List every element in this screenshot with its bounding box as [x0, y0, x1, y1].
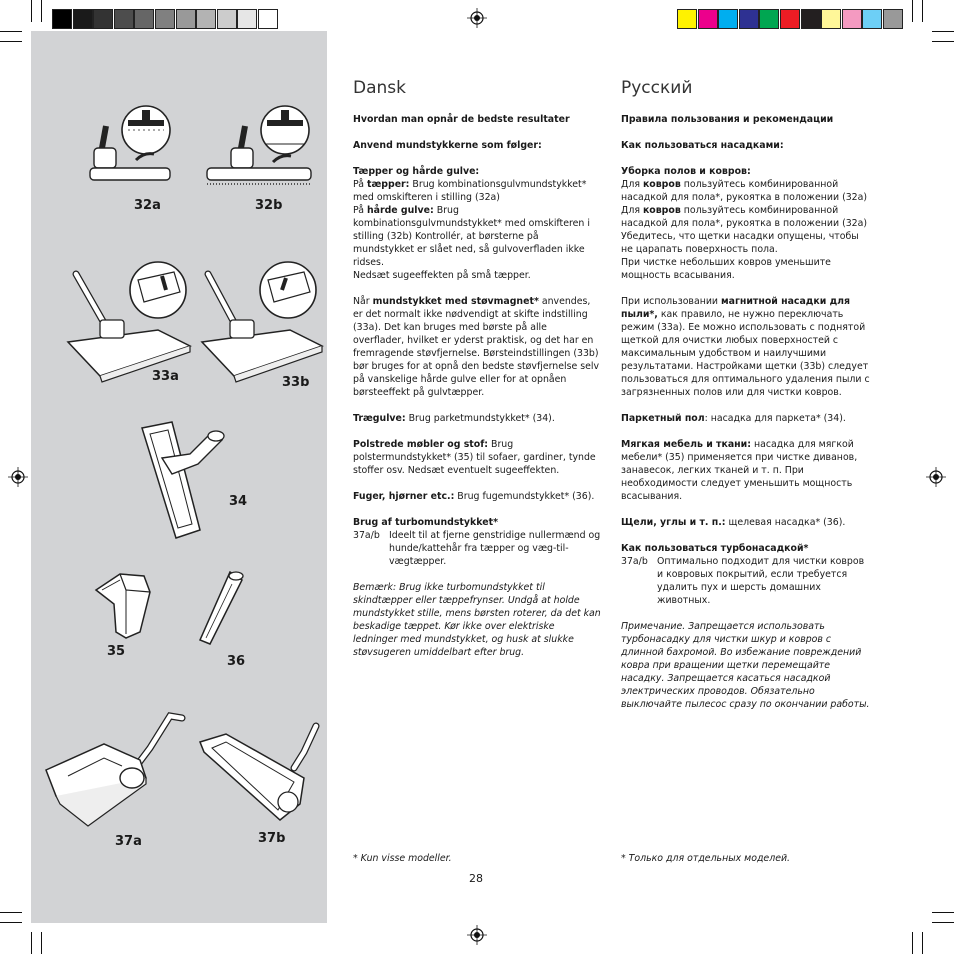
color-swatch [821, 9, 841, 29]
figure-label-37b: 37b [258, 831, 286, 846]
color-swatch [718, 9, 738, 29]
russian-term: Паркетный пол [621, 413, 705, 424]
color-swatch [883, 9, 903, 29]
dansk-section-turbo [353, 516, 601, 568]
russian-text: щелевая насадка* (36). [725, 517, 846, 528]
figure-label-35: 35 [107, 644, 126, 659]
russian-heading-recommendations: Правила пользования и рекомендации [621, 114, 834, 125]
crop-mark [922, 0, 923, 22]
dansk-section-crevices [353, 490, 601, 503]
registration-mark-top [467, 8, 487, 28]
russian-text: При использовании [621, 296, 721, 307]
dansk-term: tæpper: [366, 179, 410, 190]
dansk-section-carpets [353, 165, 601, 282]
russian-text: пользуйтесь комбинированной насадкой для пола*, рукоятка в положении (32a) Убедитесь, что щетки насадки опущены, чтобы не царапать поверхность пола. [621, 205, 868, 255]
russian-text: При чистке небольших ковров уменьшите мощность всасывания. [621, 257, 831, 281]
crop-mark [41, 0, 42, 22]
color-swatch [677, 9, 697, 29]
dansk-turbo-text: Ideelt til at fjerne genstridige nullermænd og hunde/kattehår fra tæpper og væg-til-vægtæpper. [389, 530, 601, 567]
figure-label-32b: 32b [255, 198, 283, 213]
dansk-term: mundstykket med støvmagnet* [372, 296, 539, 307]
russian-section-dust-magnet [621, 295, 871, 399]
dansk-turbo-row [353, 529, 601, 568]
registration-mark-left [8, 467, 28, 487]
color-swatch [842, 9, 862, 29]
dansk-text: Når [353, 296, 373, 307]
russian-title: Русский [621, 78, 693, 98]
dansk-section-dust-magnet [353, 295, 601, 399]
dansk-column [353, 78, 601, 672]
dansk-text: anvendes, er det normalt ikke nødvendigt at skifte indstilling (33a). Det kan bruges med børste på alle overflader, hvilket er yderst praktisk, og det har en fremragende støvfjernelse. Børsteindstillingen (33b) bør bruges for at opnå den bedste støvfjernelse selv på vanskelige hårde gulve eller for at opnåen børsteeffekt på gulvtæpper. [353, 296, 600, 398]
color-swatch [258, 9, 278, 29]
page-number: 28 [469, 872, 483, 885]
color-swatch [739, 9, 759, 29]
dansk-term: Polstrede møbler og stof: [353, 439, 489, 450]
russian-turbo-text: Оптимально подходит для чистки ковров и ковровых покрытий, если требуется удалить пух и шерсть домашних животных. [657, 556, 865, 606]
color-swatch [780, 9, 800, 29]
floor-nozzle-hard-floor-illustration [205, 96, 317, 192]
crop-mark [912, 932, 913, 954]
dansk-term: hårde gulve: [366, 205, 434, 216]
dansk-text: På [353, 205, 367, 216]
dansk-term: Trægulve: [353, 413, 406, 424]
russian-term: Мягкая мебель и ткани: [621, 439, 751, 450]
russian-note: Примечание. Запрещается использовать турбонасадку для чистки шкур и ковров с длинной бахромой. Во избежание повреждений ковра при вращении щетки перемещайте насадку. Запрещается касаться насадкой электрических проводов. Обязательно выключайте пылесос сразу по окончании работы. [621, 621, 870, 710]
crop-mark [922, 932, 923, 954]
dansk-turbo-key: 37a/b [353, 530, 380, 541]
color-swatch [52, 9, 72, 29]
turbo-nozzle-illustration [42, 712, 186, 830]
color-swatch [196, 9, 216, 29]
russian-text: : насадка для паркета* (34). [704, 413, 846, 424]
dansk-text: Brug polstermundstykket* (35) til sofaer, gardiner, tynde stoffer osv. Nedsæt eventuelt sugeeffekten. [353, 439, 596, 476]
russian-column [621, 78, 871, 724]
russian-term: ковров [642, 205, 681, 216]
color-swatch [134, 9, 154, 29]
turbo-nozzle-alt-illustration [196, 722, 322, 828]
crop-mark [0, 41, 22, 42]
dansk-text: Nedsæt sugeeffekten på små tæpper. [353, 270, 531, 281]
dansk-heading-turbo: Brug af turbomundstykket* [353, 517, 498, 528]
figure-label-36: 36 [227, 654, 246, 669]
russian-text: Для [621, 179, 643, 190]
russian-turbo-key: 37a/b [621, 556, 648, 567]
russian-text: Для [621, 205, 643, 216]
color-swatch [73, 9, 93, 29]
crop-mark [31, 932, 32, 954]
crop-mark [932, 41, 954, 42]
crop-mark [912, 0, 913, 22]
dansk-text: På [353, 179, 367, 190]
russian-section-carpets [621, 165, 871, 282]
dansk-text: Brug fugemundstykket* (36). [454, 491, 595, 502]
dansk-heading-use-nozzles: Anvend mundstykkerne som følger: [353, 140, 542, 151]
russian-turbo-row [621, 555, 871, 607]
russian-section-parquet [621, 412, 871, 425]
crop-mark [932, 31, 954, 32]
crop-mark [41, 932, 42, 954]
color-swatch [698, 9, 718, 29]
russian-heading-turbo: Как пользоваться турбонасадкой* [621, 543, 809, 554]
russian-text: пользуйтесь комбинированной насадкой для пола*, рукоятка в положении (32a) [621, 179, 868, 203]
dansk-term: Fuger, hjørner etc.: [353, 491, 455, 502]
russian-text: как правило, не нужно переключать режим (33a). Ее можно использовать с поднятой щеткой для очистки любых поверхностей с максимальным удобством и наилучшими результатами. Настройками щетки (33b) следует пользоваться для оптимального удаления пыли с загрязненных полов или для чистки ковров. [621, 309, 870, 398]
color-swatch [862, 9, 882, 29]
upholstery-nozzle-illustration [90, 568, 160, 642]
dansk-note: Bemærk: Brug ikke turbomundstykket til skindtæpper eller tæppefrynser. Undgå at holde mundstykket stille, mens børsten roterer, da det kan beskadige tæppet. Kør ikke over elektriske ledninger med mundstykket, og husk at slukke støvsugeren umiddelbart efter brug. [353, 582, 601, 658]
floor-nozzle-carpet-illustration [88, 96, 180, 192]
color-swatch [155, 9, 175, 29]
dansk-text: Brug kombinationsgulvmundstykket* med omskifteren i stilling (32b) Kontrollér, at børsterne på mundstykket er slået ned, så gulvoverfladen ikke ridses. [353, 205, 590, 268]
dansk-heading-carpets: Tæpper og hårde gulve: [353, 166, 480, 177]
russian-term: ковров [642, 179, 681, 190]
russian-footnote: * Только для отдельных моделей. [621, 853, 791, 864]
russian-text: насадка для мягкой мебели* (35) применяется при чистке диванов, занавесок, легких тканей и т. п. При необходимости следует уменьшить мощность всасывания. [621, 439, 858, 502]
figure-label-32a: 32a [134, 198, 161, 213]
color-swatch [176, 9, 196, 29]
dust-magnet-nozzle-brush-down-illustration [198, 250, 326, 390]
dansk-section-wood-floors [353, 412, 601, 425]
figure-label-33a: 33a [152, 369, 179, 384]
color-swatch [114, 9, 134, 29]
russian-section-upholstery [621, 438, 871, 503]
color-swatch [801, 9, 821, 29]
dansk-footnote: * Kun visse modeller. [353, 853, 452, 864]
parquet-nozzle-illustration [136, 418, 232, 542]
russian-term: магнитной насадки для пыли*, [621, 296, 851, 320]
registration-mark-right [926, 467, 946, 487]
crop-mark [31, 0, 32, 22]
figure-label-37a: 37a [115, 834, 142, 849]
russian-term: Щели, углы и т. п.: [621, 517, 726, 528]
crop-mark [932, 922, 954, 923]
russian-heading-carpets: Уборка полов и ковров: [621, 166, 751, 177]
crop-mark [932, 912, 954, 913]
color-swatch [759, 9, 779, 29]
dansk-title: Dansk [353, 78, 406, 98]
dansk-text: Brug kombinationsgulvmundstykket* med omskifteren i stilling (32a) [353, 179, 587, 203]
registration-mark-bottom [467, 925, 487, 945]
russian-section-crevices [621, 516, 871, 529]
russian-heading-use-nozzles: Как пользоваться насадками: [621, 140, 784, 151]
color-swatch [93, 9, 113, 29]
crop-mark [0, 912, 22, 913]
dansk-heading-best-results: Hvordan man opnår de bedste resultater [353, 114, 570, 125]
dansk-text: Brug parketmundstykket* (34). [405, 413, 555, 424]
russian-section-turbo [621, 542, 871, 607]
crop-mark [0, 922, 22, 923]
crevice-nozzle-illustration [194, 566, 246, 648]
color-swatch [237, 9, 257, 29]
color-swatch [217, 9, 237, 29]
crop-mark [0, 31, 22, 32]
dansk-section-upholstery [353, 438, 601, 477]
figure-label-33b: 33b [282, 375, 310, 390]
figure-label-34: 34 [229, 494, 248, 509]
